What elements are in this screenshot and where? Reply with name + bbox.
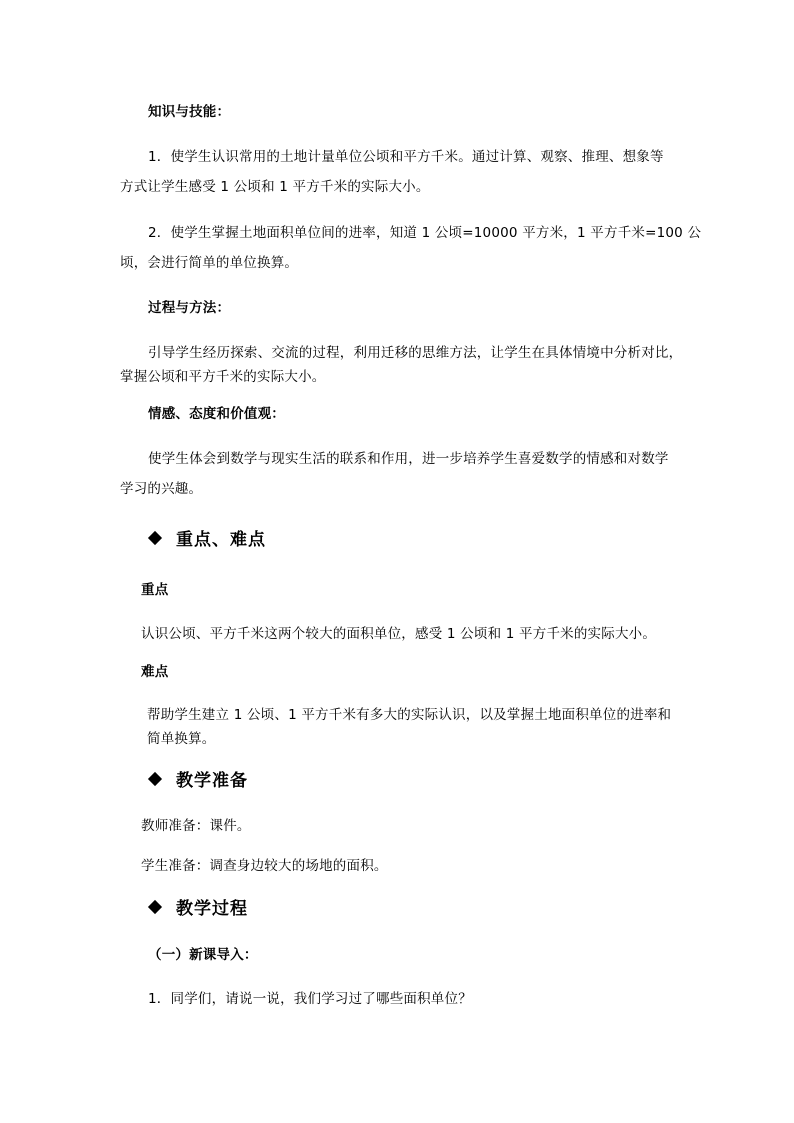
paragraph-line: 帮助学生建立 1 公顷、1 平方千米有多大的实际认识，以及掌握土地面积单位的进率和 xyxy=(147,707,672,723)
diamond-bullet-icon xyxy=(148,772,162,786)
section-heading-text: 教学准备 xyxy=(176,771,248,791)
section-heading-text: 教学过程 xyxy=(176,899,248,919)
subsection-title-key: 重点 xyxy=(141,582,169,598)
diamond-bullet-icon xyxy=(148,531,162,545)
subsection-title-process: 过程与方法： xyxy=(148,300,231,316)
section-heading-key-points xyxy=(150,529,266,551)
paragraph-line: 引导学生经历探索、交流的过程，利用迁移的思维方法，让学生在具体情境中分析对比， xyxy=(148,345,683,361)
diamond-bullet-icon xyxy=(148,900,162,914)
section-heading-text: 重点、难点 xyxy=(176,530,266,550)
paragraph-line: 认识公顷、平方千米这两个较大的面积单位，感受 1 公顷和 1 平方千米的实际大小。 xyxy=(141,626,657,642)
paragraph-line: 1．使学生认识常用的土地计量单位公顷和平方千米。通过计算、观察、推理、想象等 xyxy=(148,149,664,165)
subsection-title-knowledge: 知识与技能： xyxy=(148,104,231,120)
paragraph-line: 方式让学生感受 1 公顷和 1 平方千米的实际大小。 xyxy=(120,179,430,195)
paragraph-line: 顷，会进行简单的单位换算。 xyxy=(120,255,299,271)
step-title-introduction: （一）新课导入： xyxy=(148,947,258,963)
section-heading-process xyxy=(150,898,248,920)
paragraph-line: 2．使学生掌握土地面积单位间的进率，知道 1 公顷=10000 平方米，1 平方千米=100 公 xyxy=(148,225,702,241)
paragraph-line: 使学生体会到数学与现实生活的联系和作用，进一步培养学生喜爱数学的情感和对数学 xyxy=(148,451,669,467)
paragraph-line: 学习的兴趣。 xyxy=(120,481,203,497)
question-line: 1．同学们，请说一说，我们学习过了哪些面积单位？ xyxy=(148,991,472,1007)
paragraph-line: 掌握公顷和平方千米的实际大小。 xyxy=(120,369,326,385)
paragraph-line: 简单换算。 xyxy=(147,731,216,747)
section-heading-preparation xyxy=(150,770,248,792)
teacher-preparation: 教师准备：课件。 xyxy=(141,818,251,834)
student-preparation: 学生准备：调查身边较大的场地的面积。 xyxy=(141,858,388,874)
subsection-title-difficult: 难点 xyxy=(141,664,169,680)
subsection-title-emotion: 情感、态度和价值观： xyxy=(148,406,285,422)
